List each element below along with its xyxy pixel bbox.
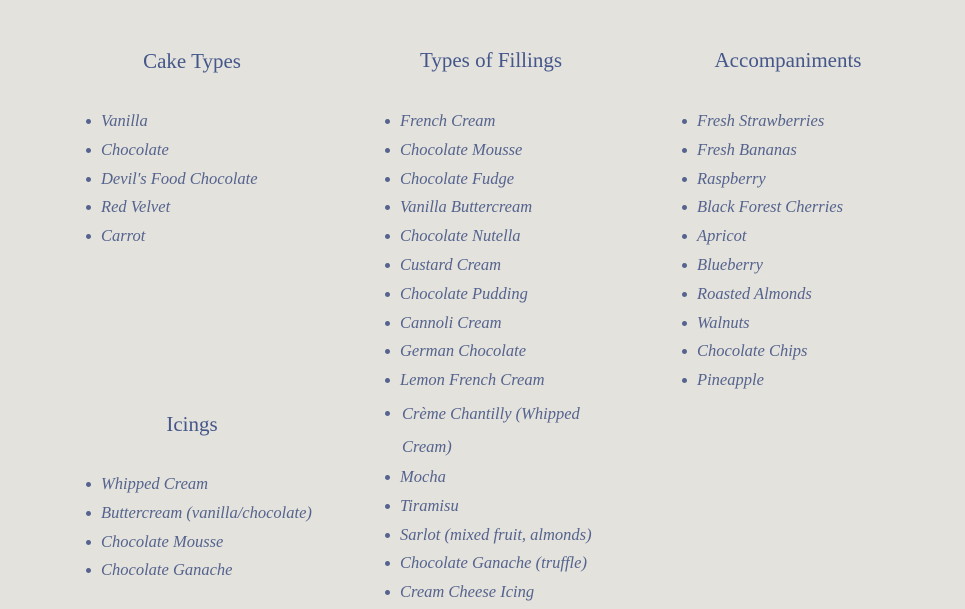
list-item: Chocolate	[84, 136, 300, 165]
list-item: Chocolate Ganache (truffle)	[383, 549, 599, 578]
list-item: Roasted Almonds	[680, 280, 896, 309]
list-item: Custard Cream	[383, 251, 599, 280]
list-item: Chocolate Ganache	[84, 556, 300, 585]
icings-section	[84, 411, 312, 585]
fillings-section	[383, 47, 599, 607]
list-item: Devil's Food Chocolate	[84, 165, 300, 194]
list-item: Tiramisu	[383, 492, 599, 521]
list-item: Lemon French Cream	[383, 366, 599, 395]
list-item: Raspberry	[680, 165, 896, 194]
accompaniments-heading: Accompaniments	[714, 48, 862, 72]
list-item: Chocolate Chips	[680, 337, 896, 366]
list-item: Cream Cheese Icing	[383, 578, 599, 607]
list-item: Fresh Strawberries	[680, 107, 896, 136]
icings-heading: Icings	[166, 412, 218, 436]
list-item: Chocolate Fudge	[383, 165, 599, 194]
list-item: Red Velvet	[84, 193, 300, 222]
list-item: German Chocolate	[383, 337, 599, 366]
list-item: French Cream	[383, 107, 599, 136]
list-item: Cannoli Cream	[383, 309, 599, 338]
list-item: Blueberry	[680, 251, 896, 280]
cake-types-section	[84, 48, 300, 251]
icings-list	[84, 470, 312, 585]
list-item: Buttercream (vanilla/chocolate)	[84, 499, 300, 528]
list-item: Crème Chantilly (Whipped Cream)	[383, 395, 587, 463]
list-item: Apricot	[680, 222, 896, 251]
list-item: Pineapple	[680, 366, 896, 395]
list-item: Chocolate Mousse	[383, 136, 599, 165]
fillings-list	[383, 107, 599, 607]
cake-types-heading: Cake Types	[143, 49, 241, 73]
list-item: Sarlot (mixed fruit, almonds)	[383, 521, 599, 550]
list-item: Whipped Cream	[84, 470, 300, 499]
fillings-heading: Types of Fillings	[419, 48, 563, 72]
list-item: Vanilla	[84, 107, 300, 136]
list-item: Mocha	[383, 463, 599, 492]
list-item: Chocolate Nutella	[383, 222, 599, 251]
list-item: Chocolate Pudding	[383, 280, 599, 309]
list-item: Walnuts	[680, 309, 896, 338]
list-item: Chocolate Mousse	[84, 528, 300, 557]
list-item: Black Forest Cherries	[680, 193, 896, 222]
accompaniments-section	[680, 47, 896, 395]
list-item: Fresh Bananas	[680, 136, 896, 165]
list-item: Carrot	[84, 222, 300, 251]
accompaniments-list	[680, 107, 896, 395]
cake-types-list	[84, 107, 300, 251]
list-item: Vanilla Buttercream	[383, 193, 599, 222]
